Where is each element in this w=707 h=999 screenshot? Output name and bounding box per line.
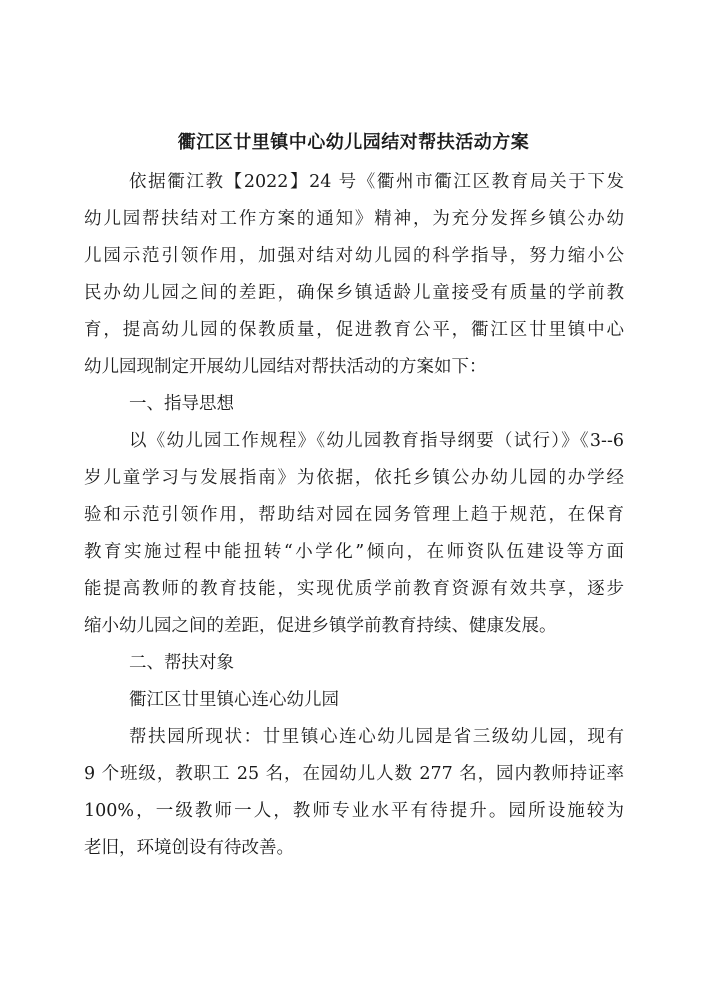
paragraph-line: 岁儿童学习与发展指南》为依据，依托乡镇公办幼儿园的办学经 <box>84 468 624 488</box>
section1 <box>84 386 624 645</box>
intro-paragraph <box>84 164 624 386</box>
paragraph-line: 教育实施过程中能扭转“小学化”倾向，在师资队伍建设等方面 <box>84 542 624 562</box>
section2-heading: 二、帮扶对象 <box>129 653 234 673</box>
paragraph-line: 以《幼儿园工作规程》《幼儿园教育指导纲要（试行）》《3--6 <box>129 431 624 451</box>
paragraph-line: 育，提高幼儿园的保教质量，促进教育公平，衢江区廿里镇中心 <box>84 320 624 340</box>
paragraph-line: 9 个班级，教职工 25 名，在园幼儿人数 277 名，园内教师持证率 <box>84 764 624 784</box>
paragraph-line: 100%，一级教师一人，教师专业水平有待提升。园所设施较为 <box>84 801 624 821</box>
paragraph-line: 儿园示范引领作用，加强对结对幼儿园的科学指导，努力缩小公 <box>84 246 624 266</box>
paragraph-line: 老旧，环境创设有待改善。 <box>84 838 294 858</box>
document-title: 衢江区廿里镇中心幼儿园结对帮扶活动方案 <box>177 132 530 153</box>
paragraph-line: 依据衢江教【2022】24 号《衢州市衢江区教育局关于下发 <box>129 172 624 192</box>
paragraph-line: 幼儿园现制定开展幼儿园结对帮扶活动的方案如下： <box>84 357 487 377</box>
paragraph-line: 民办幼儿园之间的差距，确保乡镇适龄儿童接受有质量的学前教 <box>84 283 624 303</box>
section2 <box>84 645 624 867</box>
paragraph-line: 能提高教师的教育技能，实现优质学前教育资源有效共享，逐步 <box>84 579 624 599</box>
section1-heading: 一、指导思想 <box>129 394 234 414</box>
section2-target: 衢江区廿里镇心连心幼儿园 <box>129 690 339 710</box>
paragraph-line: 幼儿园帮扶结对工作方案的通知》精神，为充分发挥乡镇公办幼 <box>84 209 624 229</box>
paragraph-line: 验和示范引领作用，帮助结对园在园务管理上趋于规范，在保育 <box>84 505 624 525</box>
paragraph-line: 缩小幼儿园之间的差距，促进乡镇学前教育持续、健康发展。 <box>84 616 557 636</box>
paragraph-line: 帮扶园所现状：廿里镇心连心幼儿园是省三级幼儿园，现有 <box>129 727 624 747</box>
